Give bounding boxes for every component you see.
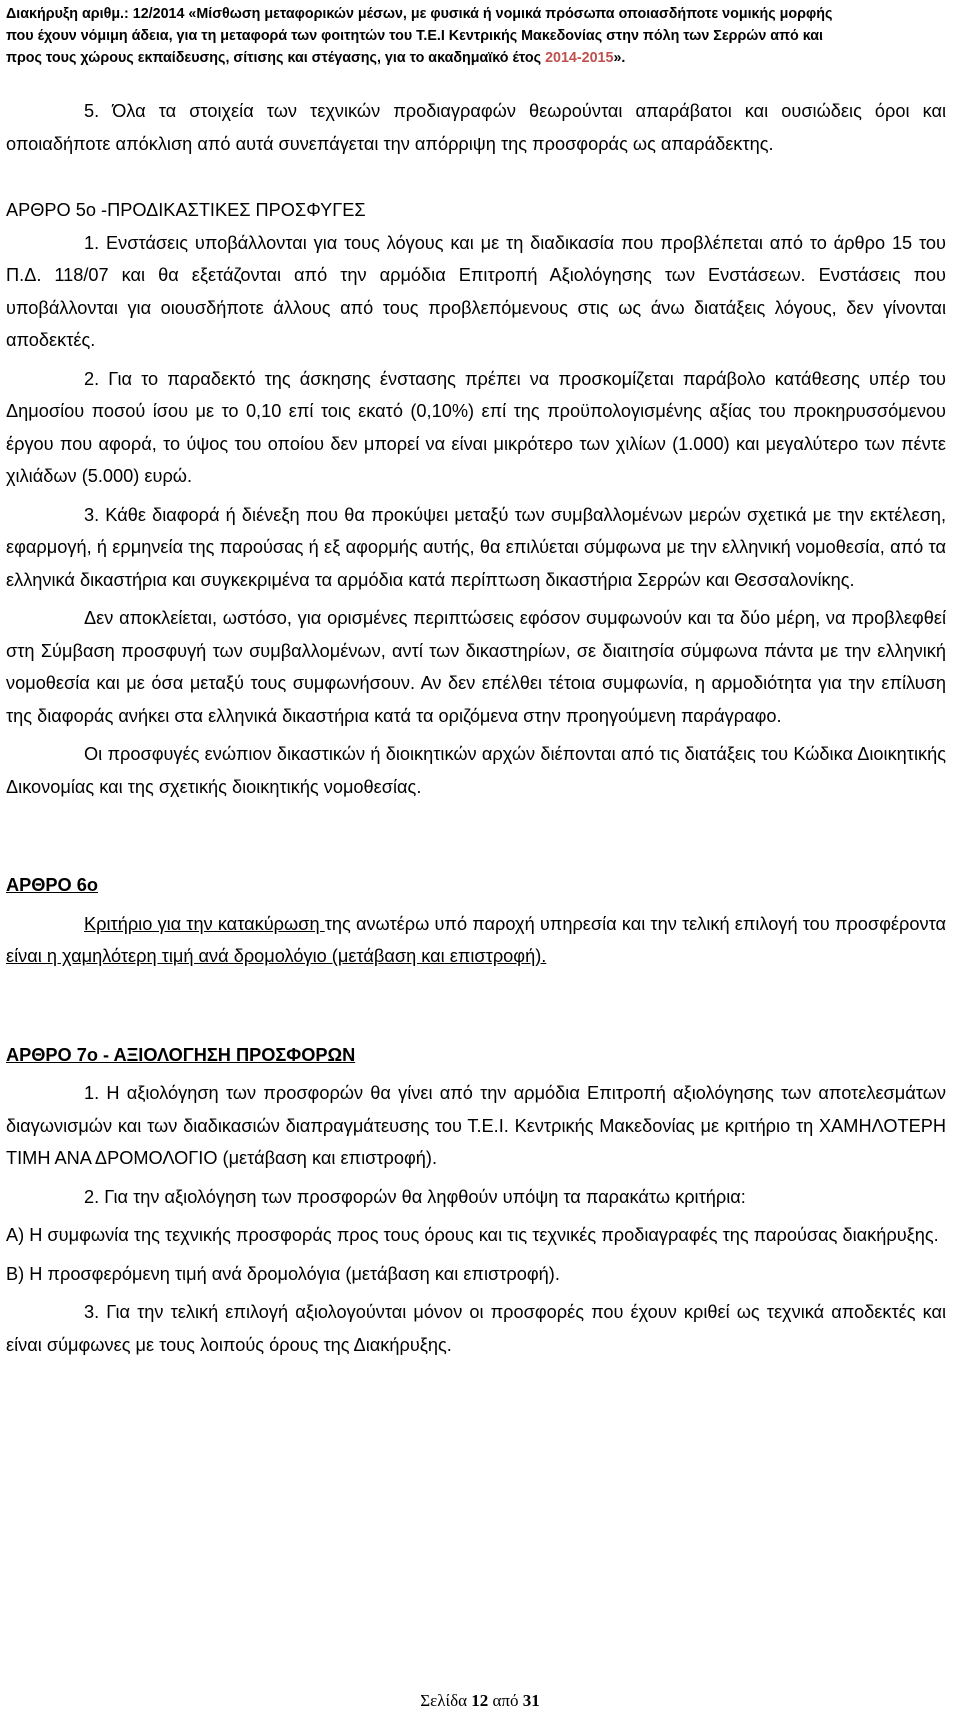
article-7-criterion-b: Β) Η προσφερόμενη τιμή ανά δρομολόγια (μετάβαση και επιστροφή). (6, 1263, 560, 1284)
header-text-2: που έχουν νόμιμη άδεια, για τη μεταφορά των φοιτητών του Τ.Ε.Ι Κεντρικής Μακεδονίας στην πόλη των Σερρών από και (6, 28, 824, 44)
spacer (6, 803, 946, 869)
article-5-paragraph-5: Οι προσφυγές ενώπιον δικαστικών ή διοικητικών αρχών διέπονται από τις διατάξεις του Κώδικα Διοικητικής Δικονομίας και της σχετικής διοικητικής νομοθεσίας. (6, 744, 946, 797)
header-text-3: προς τους χώρους εκπαίδευσης, σίτισης και στέγασης, για το ακαδημαϊκό έτος (6, 50, 546, 66)
header-line-2 (6, 25, 954, 47)
document-body (6, 95, 946, 1361)
article-5-paragraph-1: 1. Ενστάσεις υποβάλλονται για τους λόγους και με τη διαδικασία που προβλέπεται από το άρθρο 15 του Π.Δ. 118/07 και θα εξετάζονται από την αρμόδια Επιτροπή Αξιολόγησης των Ενστάσεων. Ενστάσεις που υποβάλλονται για οιουσδήποτε άλλους από τους προβλεπόμενους στις ως άνω διατάξεις λόγους, δεν γίνονται αποδεκτές. (6, 232, 946, 350)
page-number: 12 (471, 1691, 489, 1710)
header-text-1: Διακήρυξη αριθμ.: 12/2014 «Μίσθωση μεταφορικών μέσων, με φυσικά ή νομικά πρόσωπα οποιασδήποτε νομικής μορφής (6, 6, 833, 22)
article-7-paragraph-3: 3. Για την τελική επιλογή αξιολογούνται μόνον οι προσφορές που έχουν κριθεί ως τεχνικά αποδεκτές και είναι σύμφωνες με τους λοιπούς όρους της Διακήρυξης. (6, 1302, 946, 1355)
page-word: Σελίδα (420, 1691, 468, 1710)
article-7-paragraph-2: 2. Για την αξιολόγηση των προσφορών θα ληφθούν υπόψη τα παρακάτω κριτήρια: (84, 1186, 746, 1207)
article-6-paragraph (6, 908, 946, 973)
header-year: 2014-2015 (545, 50, 614, 66)
spacer (6, 160, 946, 194)
header-text-3-end: ». (613, 50, 626, 66)
header-line-1 (6, 3, 954, 25)
article-7-criterion-a: Α) Η συμφωνία της τεχνικής προσφοράς προς τους όρους και τις τεχνικές προδιαγραφές της παρούσας διακήρυξης. (6, 1225, 939, 1245)
article-7-title: ΑΡΘΡΟ 7ο - ΑΞΙΟΛΟΓΗΣΗ ΠΡΟΣΦΟΡΩΝ (6, 1044, 356, 1065)
article-7-paragraph-1: 1. Η αξιολόγηση των προσφορών θα γίνει από την αρμόδια Επιτροπή αξιολόγησης των αποτελεσμάτων διαγωνισμών και των διαδικασιών διαπραγμάτευσης του Τ.Ε.Ι. Κεντρικής Μακεδονίας με κριτήριο τη ΧΑΜΗΛΟΤΕΡΗ ΤΙΜΗ ΑΝΑ ΔΡΟΜΟΛΟΓΙΟ (μετάβαση και επιστροφή). (6, 1083, 946, 1168)
article-6-text: της ανωτέρω υπό παροχή υπηρεσία και την τελική επιλογή του προσφέροντα (324, 913, 947, 934)
article-5-paragraph-3: 3. Κάθε διαφορά ή διένεξη που θα προκύψει μεταξύ των συμβαλλομένων μερών σχετικά με την εκτέλεση, εφαρμογή, ή ερμηνεία της παρούσας ή εξ αφορμής αυτής, θα επιλύεται σύμφωνα με την ελληνική νομοθεσία, από τα ελληνικά δικαστήρια και συγκεκριμένα τα αρμόδια κατά περίπτωση δικαστήρια Σερρών και Θεσσαλονίκης. (6, 504, 946, 590)
article-6-title: ΑΡΘΡΟ 6ο (6, 875, 98, 895)
article-6-criterion: Κριτήριο για την κατακύρωση (84, 913, 325, 934)
article-5-title: ΑΡΘΡΟ 5ο -ΠΡΟΔΙΚΑΣΤΙΚΕΣ ΠΡΟΣΦΥΓΕΣ (6, 200, 366, 220)
paragraph-intro: 5. Όλα τα στοιχεία των τεχνικών προδιαγραφών θεωρούνται απαράβατοι και ουσιώδεις όροι και οποιαδήποτε απόκλιση από αυτά συνεπάγεται την απόρριψη της προσφοράς ως απαράδεκτης. (6, 101, 946, 154)
page-total: 31 (522, 1691, 540, 1710)
page-footer (0, 1690, 960, 1712)
article-5-paragraph-2: 2. Για το παραδεκτό της άσκησης ένστασης πρέπει να προσκομίζεται παράβολο κατάθεσης υπέρ του Δημοσίου ποσού ίσου με το 0,10 επί τοις εκατό (0,10%) επί της προϋπολογισμένης αξίας του προκηρυσσόμενου έργου που αφορά, το ύψος του οποίου δεν μπορεί να είναι μικρότερο των χιλίων (1.000) και μεγαλύτερο των πέντε χιλιάδων (5.000) ευρώ. (6, 368, 946, 486)
spacer (6, 973, 946, 1039)
article-5-paragraph-4: Δεν αποκλείεται, ωστόσο, για ορισμένες περιπτώσεις εφόσον συμφωνούν και τα δύο μέρη, να προβλεφθεί στη Σύμβαση προσφυγή των συμβαλλομένων, αντί των δικαστηρίων, σε διαιτησία σύμφωνα πάντα με την ελληνική νομοθεσία και με όσα μεταξύ τους συμφωνήσουν. Αν δεν επέλθει τέτοια συμφωνία, η αρμοδιότητα για την επίλυση της διαφοράς ανήκει στα ελληνικά δικαστήρια κατά τα οριζόμενα στην προηγούμενη παράγραφο. (6, 608, 946, 726)
document-header (0, 0, 960, 69)
of-word: από (492, 1691, 519, 1710)
article-6-lowest-price: είναι η χαμηλότερη τιμή ανά δρομολόγιο (μετάβαση και επιστροφή). (6, 946, 547, 966)
header-line-3 (6, 47, 954, 69)
